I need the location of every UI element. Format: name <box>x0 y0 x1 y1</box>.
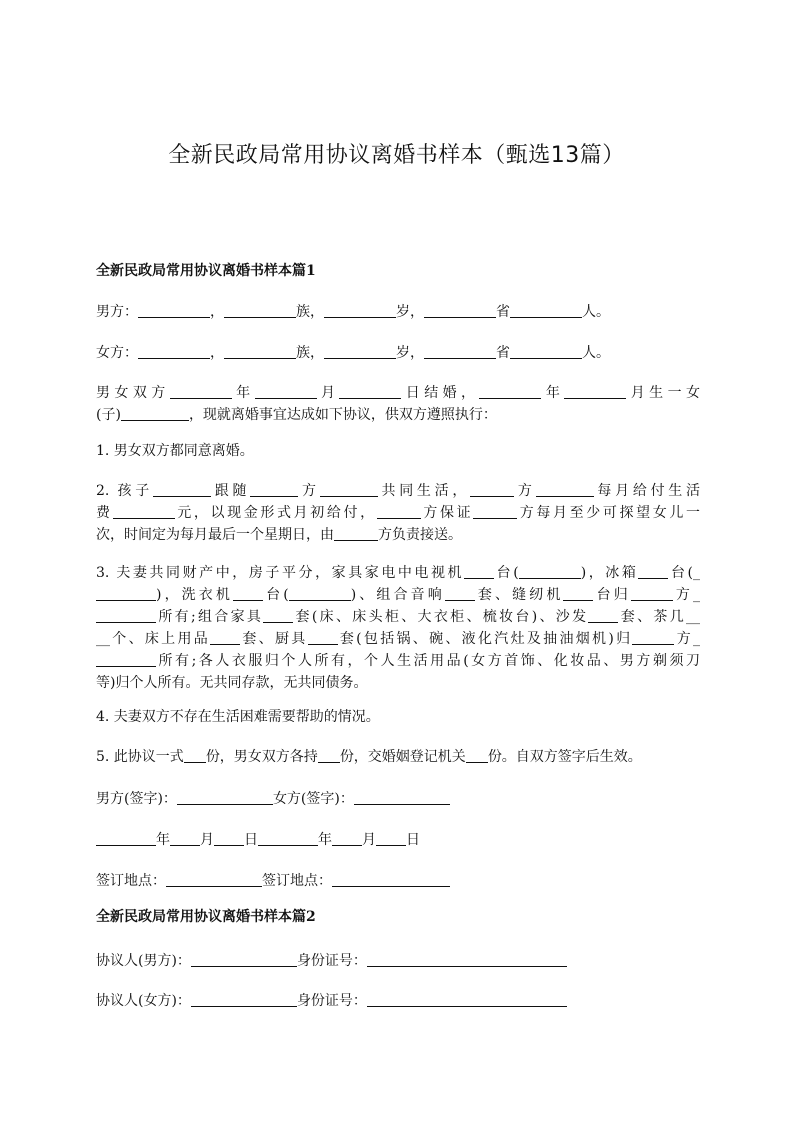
blank-field[interactable] <box>210 630 240 645</box>
blank-field[interactable] <box>113 504 175 519</box>
year-field[interactable] <box>96 831 156 846</box>
blank-field[interactable] <box>121 406 189 421</box>
item-4: 4. 夫妻双方不存在生活困难需要帮助的情况。 <box>96 709 380 725</box>
blank-field[interactable] <box>588 608 618 623</box>
blank-field[interactable] <box>479 384 541 399</box>
blank-field[interactable] <box>519 564 581 579</box>
item-1: 1. 男女双方都同意离婚。 <box>96 443 254 459</box>
document-title: 全新民政局常用协议离婚书样本（甄选13篇） <box>168 143 625 168</box>
item-2: 2. 孩子 跟随 方 共同生活， 方 每月给付生活 费 元，以现金形式月初给付， 方保证 方每月至少可探望女儿一 次，时间定为每月最后一个星期日，由 方负责接送。 <box>96 483 701 543</box>
male-info-line: 男方： ， 族， 岁， 省 人。 <box>96 304 610 320</box>
blank-field[interactable] <box>339 384 401 399</box>
blank-field[interactable] <box>153 482 211 497</box>
place-field[interactable] <box>332 872 450 887</box>
place-field[interactable] <box>166 872 262 887</box>
blank-field[interactable] <box>638 564 668 579</box>
female-party-line: 协议人(女方)： 身份证号： <box>96 990 700 1012</box>
section-heading-1: 全新民政局常用协议离婚书样本篇1 <box>96 263 316 279</box>
blank-field[interactable] <box>224 303 296 318</box>
female-signature-field[interactable] <box>354 790 450 805</box>
blank-field[interactable] <box>445 586 475 601</box>
month-field[interactable] <box>170 831 200 846</box>
blank-field[interactable] <box>563 586 593 601</box>
blank-field[interactable] <box>424 344 496 359</box>
blank-field[interactable] <box>289 586 351 601</box>
year-field[interactable] <box>258 831 318 846</box>
blank-field[interactable] <box>334 526 378 541</box>
blank-field[interactable] <box>320 482 378 497</box>
marriage-paragraph: 男女双方 年 月 日结婚， 年 月生一女 (子) ，现就离婚事宜达成如下协议，供双方遵照执行： <box>96 385 701 423</box>
date-line: 年 月 日 年 月 日 <box>96 829 700 851</box>
blank-field[interactable] <box>96 652 156 667</box>
blank-field[interactable] <box>184 748 206 763</box>
male-id-field[interactable] <box>367 952 567 967</box>
blank-field[interactable] <box>138 344 210 359</box>
item-5: 5. 此协议一式 份，男女双方各持 份，交婚姻登记机关 份。自双方签字后生效。 <box>96 749 642 765</box>
signature-line: 男方(签字)： 女方(签字)： <box>96 788 700 810</box>
blank-field[interactable] <box>466 748 488 763</box>
blank-field[interactable] <box>464 564 494 579</box>
male-party-line: 协议人(男方)： 身份证号： <box>96 950 700 972</box>
blank-field[interactable] <box>96 586 156 601</box>
day-field[interactable] <box>376 831 406 846</box>
blank-field[interactable] <box>138 303 210 318</box>
blank-field[interactable] <box>510 344 582 359</box>
blank-field[interactable] <box>377 504 421 519</box>
blank-field[interactable] <box>564 384 626 399</box>
section-heading-2: 全新民政局常用协议离婚书样本篇2 <box>96 909 316 925</box>
female-info-line: 女方： ， 族， 岁， 省 人。 <box>96 345 610 361</box>
blank-field[interactable] <box>632 630 674 645</box>
blank-field[interactable] <box>250 482 298 497</box>
blank-field[interactable] <box>224 344 296 359</box>
day-field[interactable] <box>214 831 244 846</box>
blank-field[interactable] <box>324 303 396 318</box>
male-signature-field[interactable] <box>177 790 273 805</box>
blank-field[interactable] <box>631 586 673 601</box>
blank-field[interactable] <box>324 344 396 359</box>
blank-field[interactable] <box>424 303 496 318</box>
blank-field[interactable] <box>536 482 594 497</box>
blank-field[interactable] <box>318 748 340 763</box>
blank-field[interactable] <box>308 630 338 645</box>
item-3: 3. 夫妻共同财产中，房子平分，家具家电中电视机 台( )，冰箱 台(_ )，洗衣机 台( )、组合音响 套、缝纫机 台归 方_ 所有;组合家具 套(床、床头柜、大衣柜、梳妆台)、沙发 套、茶几__ __个、床上用品 套、厨具 套(包括锅、碗、液化汽灶及抽油烟机)归 方_ 所有;各人衣服归个人所有，个人生活用品(女方首饰、化妆品、男方剃须刀 等)归个人所有。无共同存款，无共同债务。 <box>96 565 701 691</box>
month-field[interactable] <box>332 831 362 846</box>
male-party-name-field[interactable] <box>191 952 297 967</box>
female-id-field[interactable] <box>367 992 567 1007</box>
blank-field[interactable] <box>470 482 514 497</box>
blank-field[interactable] <box>170 384 232 399</box>
blank-field[interactable] <box>233 586 263 601</box>
female-party-name-field[interactable] <box>191 992 297 1007</box>
blank-field[interactable] <box>255 384 317 399</box>
signing-place-line: 签订地点： 签订地点： <box>96 870 700 892</box>
blank-field[interactable] <box>510 303 582 318</box>
blank-field[interactable] <box>473 504 517 519</box>
blank-field[interactable] <box>263 608 293 623</box>
blank-field[interactable] <box>96 608 156 623</box>
